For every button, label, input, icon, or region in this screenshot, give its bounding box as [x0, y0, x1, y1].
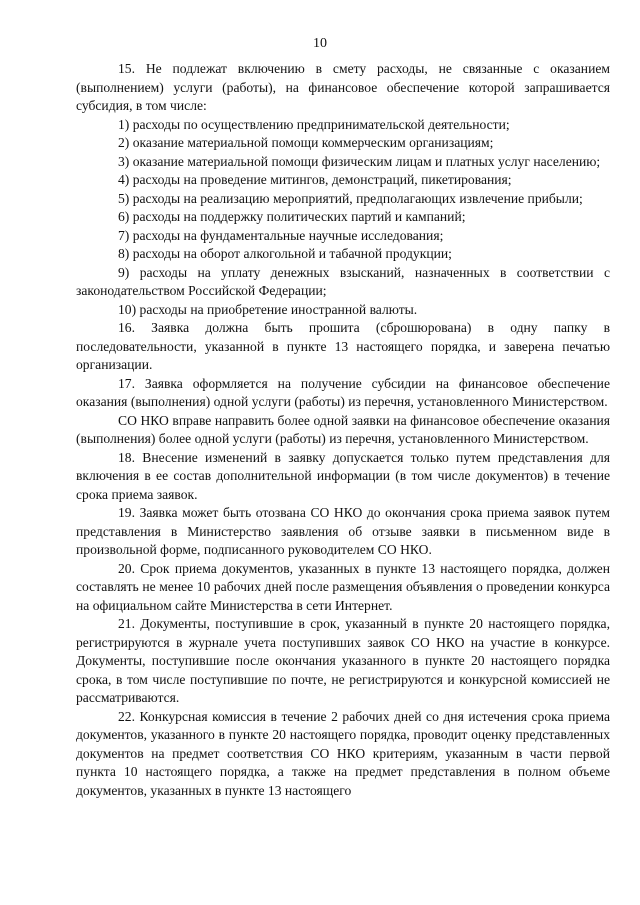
paragraph-17: 17. Заявка оформляется на получение субсидии на финансовое обеспечение оказания (выполнения) одной услуги (работы) из перечня, установленного Министерством.: [76, 375, 610, 409]
paragraph-16: 16. Заявка должна быть прошита (сброшюрована) в одну папку в последовательности, указанной в пункте 13 настоящего порядка, и заверена печатью организации.: [76, 320, 610, 372]
list-item-3: 3) оказание материальной помощи физическим лицам и платных услуг населению;: [118, 153, 601, 169]
paragraph-15: 15. Не подлежат включению в смету расходы, не связанные с оказанием (выполнением) услуги (работы), на финансовое обеспечение которой запрашивается субсидия, в том числе:: [76, 61, 610, 113]
list-item-2: 2) оказание материальной помощи коммерческим организациям;: [118, 135, 494, 150]
page-number: 10: [313, 36, 327, 51]
paragraph-21: 21. Документы, поступившие в срок, указанный в пункте 20 настоящего порядка, регистрируются в журнале учета поступивших заявок СО НКО на участие в конкурсе. Документы, поступившие после окончания указанного в пункте 20 настоящего порядка срока, в том числе поступившие по почте, не регистрируются и конкурсной комиссией не рассматриваются.: [76, 616, 610, 705]
list-item-8: 8) расходы на оборот алкогольной и табачной продукции;: [118, 246, 452, 261]
list-item-9: 9) расходы на уплату денежных взысканий, назначенных в соответствии с законодательством Российской Федерации;: [76, 264, 610, 298]
paragraph-18: 18. Внесение изменений в заявку допускается только путем представления для включения в ее состав дополнительной информации (в том числе документов) в течение срока приема заявок.: [76, 449, 610, 502]
list-item-5: 5) расходы на реализацию мероприятий, предполагающих извлечение прибыли;: [118, 190, 583, 206]
list-item-1: 1) расходы по осуществлению предпринимательской деятельности;: [118, 116, 510, 132]
list-item-6: 6) расходы на поддержку политических партий и кампаний;: [118, 209, 466, 224]
document-body: [76, 60, 610, 800]
list-item-7: 7) расходы на фундаментальные научные исследования;: [118, 227, 444, 243]
paragraph-22: 22. Конкурсная комиссия в течение 2 рабочих дней со дня истечения срока приема документов, указанного в пункте 20 настоящего порядка, проводит оценку представленных документов на предмет соответствия СО НКО критериям, указанным в части первой пункта 10 настоящего порядка, а также на предмет представления в полном объеме документов, указанных в пункте 13 настоящего: [76, 708, 610, 798]
paragraph-17-continued: СО НКО вправе направить более одной заявки на финансовое обеспечение оказания (выполнения) более одной услуги (работы) из перечня, установленного Министерством.: [76, 412, 610, 446]
list-item-4: 4) расходы на проведение митингов, демонстраций, пикетирования;: [118, 172, 512, 187]
paragraph-20: 20. Срок приема документов, указанных в пункте 13 настоящего порядка, должен составлять не менее 10 рабочих дней после размещения объявления о проведении конкурса на официальном сайте Министерства в сети Интернет.: [76, 560, 610, 613]
paragraph-19: 19. Заявка может быть отозвана СО НКО до окончания срока приема заявок путем представления в Министерство заявления об отзыве заявки в письменном виде в произвольной форме, подписанного руководителем СО НКО.: [76, 505, 610, 557]
list-item-10: 10) расходы на приобретение иностранной валюты.: [118, 301, 418, 317]
